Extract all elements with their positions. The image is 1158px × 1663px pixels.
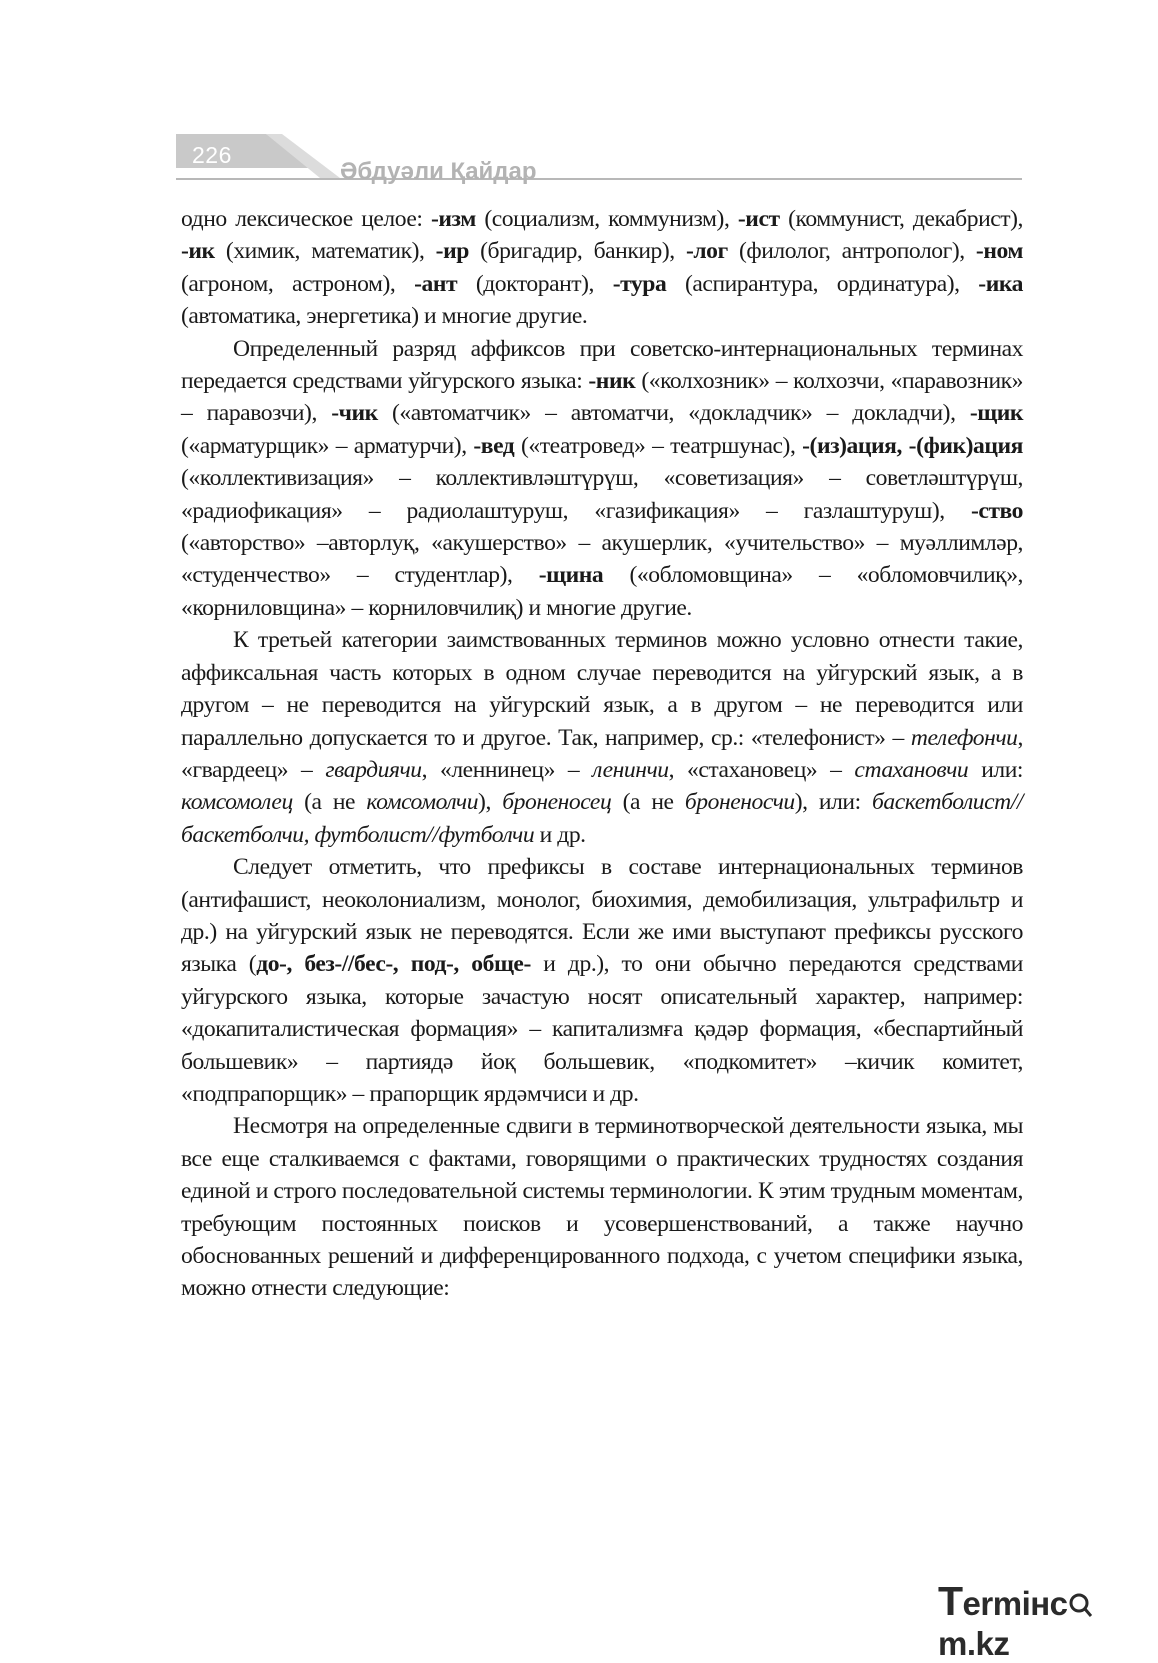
bold-affix: -ном [975, 238, 1023, 265]
bold-affix: -ант [414, 270, 458, 297]
page-header [0, 0, 1158, 200]
italic-term: броненосчи [684, 789, 795, 816]
text-run: ), или: [794, 789, 873, 816]
bold-affix: -лог [685, 238, 728, 265]
text-run: , «гвардеец» – [181, 724, 1023, 783]
bold-affix: -вед [473, 432, 515, 459]
text-run: («авторство» –авторлуқ, «акушерство» – акушерлик, «учительство» – муәллимләр, «студенчество» – студентлар), [181, 530, 1023, 589]
text-run: Следует отметить, что префиксы в составе интернациональных терминов (антифашист, неоколониализм, монолог, биохимия, демобилизация, ультрафильтр и др.) на уйгурский язык не переводятся. Если же ими выступают префиксы русского языка ( [181, 854, 1023, 978]
body-text [181, 203, 1023, 1305]
text-run: ), [478, 789, 503, 816]
bold-affix: -ика [978, 270, 1023, 297]
bold-affix: -чик [331, 400, 378, 427]
site-watermark [938, 1578, 1158, 1663]
italic-term: комсомолчи [366, 789, 479, 816]
watermark-right: m.kz [938, 1625, 1010, 1662]
bold-affix: -тура [612, 270, 667, 297]
bold-affix: -ник [588, 368, 636, 395]
text-run: (аспирантура, ординатура), [666, 270, 979, 297]
italic-term: броненосец [502, 789, 612, 816]
text-run: одно лексическое целое: [181, 206, 431, 232]
text-run: (а не [292, 789, 367, 816]
text-run: и др. [534, 821, 586, 848]
bold-affix: -ист [737, 206, 780, 232]
magnifier-icon [1068, 1592, 1092, 1618]
text-run: , «леннинец» – [421, 756, 593, 783]
bold-affix: -щина [538, 562, 604, 589]
italic-term: ленинчи [592, 756, 669, 783]
text-run: и др.), то они обычно передаются средствами уйгурского языка, которые зачастую носят описательный характер, например: «докапиталистическая формация» – капитализмға қәдәр формация, «беспартийный большевик» – партиядә йоқ большевик, «подкомитет» –кичик комитет, «подпрапорщик» – прапорщик ярдәмчиси и др. [181, 951, 1023, 1107]
bold-affix: -ир [435, 238, 469, 265]
text-run: (автоматика, энергетика) и многие другие. [181, 303, 588, 330]
paragraph [181, 624, 1023, 851]
text-run: («театровед» – театршунас), [514, 432, 803, 459]
bold-affix: -ик [181, 238, 215, 265]
bold-affix: до-, без-//бес-, под-, обще- [256, 951, 531, 978]
bold-affix: -изм [430, 206, 476, 232]
page-number: 226 [192, 142, 232, 168]
text-run: К третьей категории заимствованных терминов можно условно отнести такие, аффиксальная часть которых в одном случае переводится на уйгурский язык, а в другом – не переводится на уйгурский язык, а в другом – не переводится или параллельно допускается то и другое. Так, например, ср.: «телефонист» – [181, 627, 1023, 751]
text-run: (докторант), [457, 270, 613, 297]
text-run: (агроном, астроном), [181, 270, 415, 297]
paragraph [181, 203, 1023, 333]
paragraph [181, 851, 1023, 1110]
running-head-author: Әбдуәли Қайдар [340, 158, 537, 185]
text-run: («автоматчик» – автоматчи, «докладчик» – докладчи), [377, 400, 970, 427]
italic-term: стахановчи [854, 756, 969, 783]
text-run: (коммунист, декабрист), [779, 206, 1023, 232]
text-run: (химик, математик), [214, 238, 436, 265]
header-tab-graphic [0, 0, 1158, 200]
text-run: , «стахановец» – [668, 756, 855, 783]
paragraph [181, 1110, 1023, 1304]
italic-term: баскетболист//баскетболчи, футболист//футболчи [181, 789, 1023, 848]
text-run: Несмотря на определенные сдвиги в терминотворческой деятельности языка, мы все еще сталкиваемся с фактами, говорящими о практических трудностях создания единой и строго последовательной системы терминологии. К этим трудным моментам, требующим постоянных поисков и усовершенствований, а также научно обоснованных решений и дифференцированного подхода, с учетом специфики языка, можно отнести следующие: [181, 1113, 1023, 1302]
text-run: («арматурщик» – арматурчи), [181, 432, 474, 459]
watermark-lead-letter: T [938, 1578, 963, 1624]
text-run: (филолог, антрополог), [727, 238, 976, 265]
bold-affix: -ство [970, 497, 1023, 524]
italic-term: гвардиячи [325, 756, 422, 783]
text-run: («колхозник» – колхозчи, «паравозник» – паравозчи), [181, 368, 1023, 427]
italic-term: телефончи [910, 724, 1018, 751]
bold-affix: -щик [969, 400, 1023, 427]
text-run: («коллективизация» – коллективләштүрүш, «советизация» – советләштүрүш, «радиофикация» – радиолаштуруш, «газификация» – газлаштуруш), [181, 465, 1023, 524]
text-run: (бригадир, банкир), [468, 238, 686, 265]
text-run: или: [968, 756, 1023, 783]
text-run: (а не [611, 789, 685, 816]
italic-term: комсомолец [181, 789, 293, 816]
watermark-left: ermінc [962, 1585, 1068, 1622]
text-run: Определенный разряд аффиксов при советско-интернациональных терминах передается средствами уйгурского языка: [181, 335, 1023, 395]
bold-affix: -(из)ация, -(фик)ация [802, 432, 1024, 459]
text-run: («обломовщина» – «обломовчилиқ», «корниловщина» – корниловчилиқ) и многие другие. [181, 562, 1023, 621]
text-run: (социализм, коммунизм), [475, 206, 738, 232]
paragraph [181, 333, 1023, 625]
